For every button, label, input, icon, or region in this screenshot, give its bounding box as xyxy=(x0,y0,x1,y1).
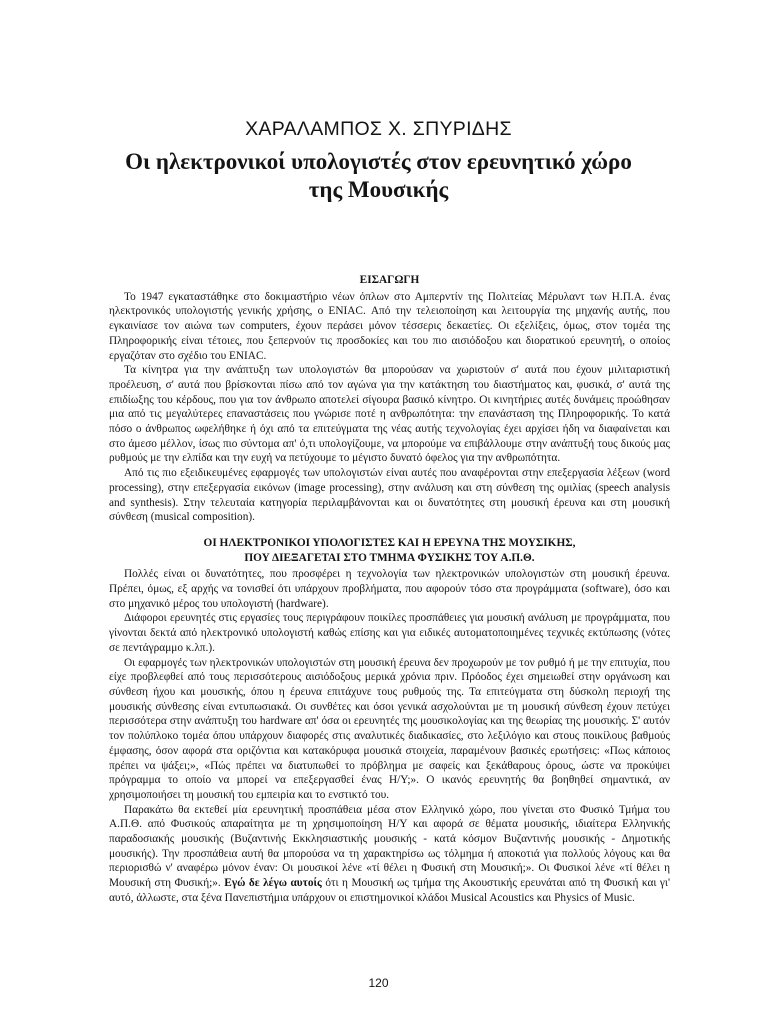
author-name: ΧΑΡΑΛΑΜΠΟΣ Χ. ΣΠΥΡΙΔΗΣ xyxy=(245,118,512,140)
paragraph: Το 1947 εγκαταστάθηκε στο δοκιμαστήριο νέων όπλων στο Αμπερντίν της Πολιτείας Μέρυλαντ των Η.Π.Α. ένας ηλεκτρονικός υπολογιστής γενικής χρήσης, ο ENIAC. Από την τελειοποίηση και λειτουργία της μηχανής αυτής, που εγκαινίασε τον αιώνα των computers, έχουν περάσει μόνον τέσσερις δεκαετίες. Οι εξελίξεις, όμως, στον τομέα της Πληροφορικής είναι τέτοιες, που ξεπερνούν τις προσδοκίες και του πιο αισιόδοξου και διορατικού ερευνητή, ο οποίος εργαζόταν στο σχέδιο του ENIAC. xyxy=(109,290,670,362)
paragraph: Οι εφαρμογές των ηλεκτρονικών υπολογιστών στη μουσική έρευνα δεν προχωρούν με τον ρυθμό ή με την επιτυχία, που είχε προβλεφθεί από τους περισσότερους αισιόδοξους μερικά χρόνια πριν. Πρόοδος έχει σημειωθεί στην οργάνωση και σύνθεση ήχου και μουσικής, όπου η έρευνα επιτάχυνε τους ρυθμούς της. Τα επιτεύγματα στη δύσκολη περιοχή της μουσικής σύνθεσης είναι εντυπωσιακά. Οι συνθέτες και όσοι γενικά ασχολούνται με τη μουσική σύνθεση έχουν πετύχει περισσότερα στην ανάπτυξη του hardware απ' όσα οι ερευνητές της μουσικολογίας και της θεωρίας της μουσικής. Σ' αυτόν τον πολύπλοκο τομέα όπου υπάρχουν διαφορές στις αναλυτικές διαδικασίες, στο λεξιλόγιο και στους ποικίλους βαθμούς έμφασης, όσον αφορά στα οριζόντια και κατακόρυφα μουσικά στοιχεία, παραμένουν βασικές ερωτήσεις: «Πως κάποιος πρέπει να ψάξει;», «Πώς πρέπει να διατυπωθεί το πρόβλημα με σαφείς και ξεκάθαρους όρους, ώστε να προκύψει πρόγραμμα το οποίο να μπορεί να επεξεργασθεί ένας Η/Υ;». Ο ικανός ερευνητής θα βοηθηθεί σημαντικά, αν χρησιμοποιήσει τη μουσική του εμπειρία και το ενστικτό του. xyxy=(109,656,670,801)
paragraph-last xyxy=(109,803,670,906)
paragraph: Τα κίνητρα για την ανάπτυξη των υπολογιστών θα μπορούσαν να χωριστούν σ' αυτά που έχουν μιλιταριστική προέλευση, σ' αυτά που βρίσκονται πίσω από τον αγώνα για την κατάκτηση του διαστήματος και, φυσικά, σ' αυτά της επιδίωξης του κέρδους, που για τον άνθρωπο αποτελεί σίγουρα βασικό κίνητρο. Οι κινητήριες αυτές δυνάμεις προώθησαν μια από τις μεγαλύτερες επαναστάσεις που γνώρισε ποτέ η ανθρωπότητα: την επανάσταση της Πληροφορικής. Το κατά πόσο ο άνθρωπος ωφελήθηκε ή όχι από τα επιτεύγματα της νέας αυτής τεχνολογίας έχει αρχίσει ήδη να διαφαίνεται και στο άμεσο μέλλον, ίσως πιο σύντομα απ' ό,τι υπολογίζουμε, να μπορούμε να επιβάλλουμε στην ανάπτυξή τους δικούς μας ρυθμούς με την ελπίδα και την ευχή να πετύχουμε το μέγιστο δυνατό όφελος για την ανθρωπότητα. xyxy=(109,364,670,465)
paragraph: Πολλές είναι οι δυνατότητες, που προσφέρει η τεχνολογία των ηλεκτρονικών υπολογιστών στη μουσική έρευνα. Πρέπει, όμως, εξ αρχής να τονισθεί ότι υπάρχουν προβλήματα, που αφορούν τόσο στα προγράμματα (software), όσο και στο μηχανικό μέρος του υπολογιστή (hardware). xyxy=(109,568,670,610)
paragraph: Διάφοροι ερευνητές στις εργασίες τους περιγράφουν ποικίλες προσπάθειες για μουσική ανάλυση με προγράμματα, που γίνονται δεκτά από ηλεκτρονικό υπολογιστή καθώς επίσης και για ειδικές αυτοματοποιημένες τεχνικές εκτύπωσης (νότες σε πεντάγραμμο κ.λπ.). xyxy=(109,612,670,654)
section-heading-computers-music-research xyxy=(109,536,670,565)
paragraph: Από τις πιο εξειδικευμένες εφαρμογές των υπολογιστών είναι αυτές που αναφέρονται στην επεξεργασία λέξεων (word processing), στην επεξεργασία εικόνων (image processing), στην ανάλυση και στη σύνθεση της ομιλίας (speech analysis and synthesis). Στην τελευταία κατηγορία περιλαμβάνονται και οι δυνατότητες στη μουσική έρευνα και στη μουσική σύνθεση (musical composition). xyxy=(109,467,670,524)
heading-line-1: ΟΙ ΗΛΕΚΤΡΟΝΙΚΟΙ ΥΠΟΛΟΓΙΣΤΕΣ ΚΑΙ Η ΕΡΕΥΝΑ ΤΗΣ ΜΟΥΣΙΚΗΣ, xyxy=(203,536,576,549)
heading-line-2: ΠΟΥ ΔΙΕΞΑΓΕΤΑΙ ΣΤΟ ΤΜΗΜΑ ΦΥΣΙΚΗΣ ΤΟΥ Α.Π.Θ. xyxy=(244,551,535,564)
section-heading-introduction: ΕΙΣΑΓΩΓΗ xyxy=(359,274,420,286)
article-title xyxy=(60,148,697,204)
emphasized-text: Εγώ δε λέγω αυτοίς xyxy=(224,877,322,890)
article-body xyxy=(109,273,670,906)
title-line-2: της Μουσικής xyxy=(308,177,449,202)
page-number: 120 xyxy=(368,976,389,990)
paragraph-text: Παρακάτω θα εκτεθεί μία ερευνητική προσπάθεια μέσα στον Ελληνικό χώρο, που γίνεται στο Φυσικό Τμήμα του Α.Π.Θ. από Φυσικούς απαραίτητα με τη χρησιμοποίηση Η/Υ και αφορά σε θέματα μουσικής, ιδιαίτερα Ελληνικής παραδοσιακής μουσικής (Βυζαντινής Εκκλησιαστικής μουσικής - κατά κόσμον Βυζαντινής μουσικής - Δημοτικής μουσικής). Την προσπάθεια αυτή θα μπορούσα να τη χαρακτηρίσω ως τόλμημα ή αποκοτιά για πολλούς λόγους και θα περιορισθώ ν' αναφέρω μόνον έναν: Οι μουσικοί λένε «τί θέλει η Φυσική στη Μουσική;». Οι Φυσικοί λένε «τί θέλει η Μουσική στη Φυσική;». xyxy=(109,803,670,890)
title-line-1: Οι ηλεκτρονικοί υπολογιστές στον ερευνητικό χώρο xyxy=(125,149,632,174)
paragraph-text: ότι η Μουσική ως τμήμα της Ακουστικής ερευνάται από τη Φυσική και γι' αυτό, άλλωστε, στα ξένα Πανεπιστήμια υπάρχουν οι επιστημονικοί κλάδοι Musical Acoustics και Physics of Music. xyxy=(109,877,670,904)
